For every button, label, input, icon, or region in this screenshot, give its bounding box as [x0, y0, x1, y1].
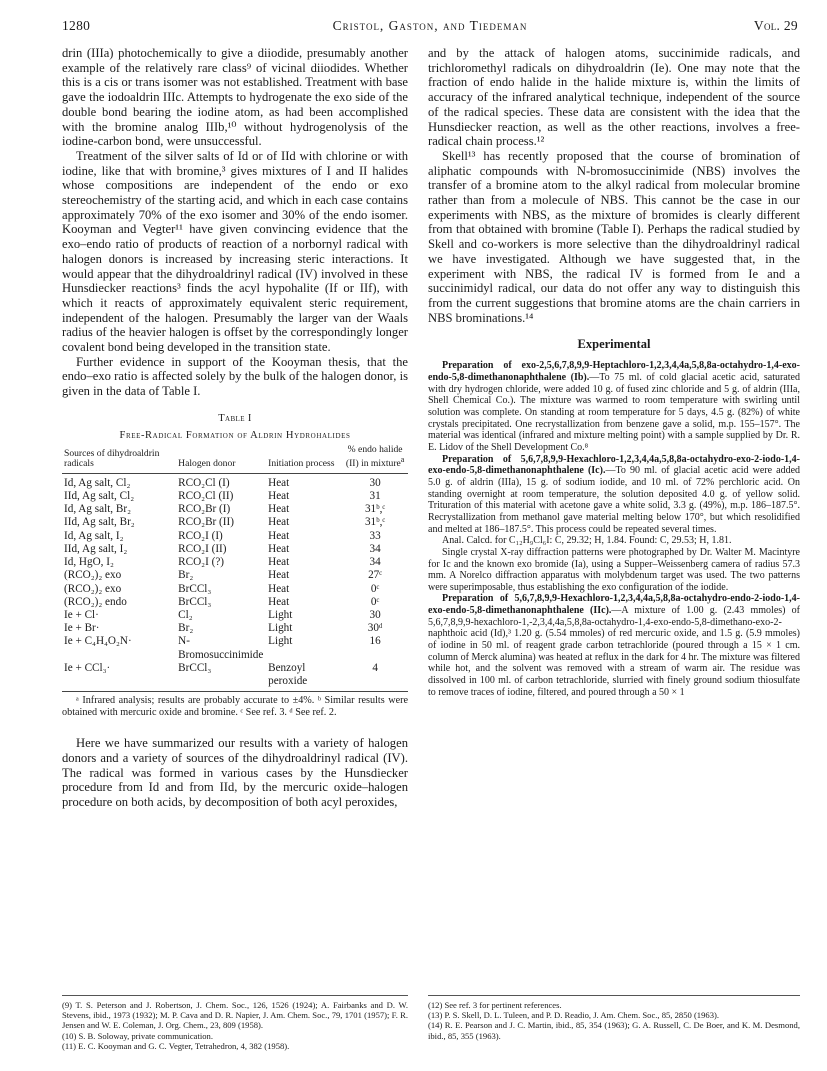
table-cell: Light — [268, 622, 293, 635]
table-row — [62, 503, 408, 516]
column-header: Halogen donor — [176, 445, 266, 474]
table-row — [62, 516, 408, 529]
body-paragraph: Further evidence in support of the Kooyman thesis, that the endo–exo ratio is affected solely by the bulk of the halogen donor, is given in the data of Table I. — [62, 354, 408, 399]
table-cell: Cl₂ — [178, 608, 193, 621]
reference-item: (12) See ref. 3 for pertinent references. — [428, 1000, 562, 1010]
table-cell: Heat — [268, 595, 290, 608]
table-cell: Id, Ag salt, I₂ — [64, 529, 124, 542]
table-row — [62, 530, 408, 543]
table-cell: N-Bromosuccinimide — [178, 635, 264, 661]
experimental-paragraph — [428, 593, 800, 698]
table-cell: Heat — [268, 529, 290, 542]
table-cell: Ie + C₄H₄O₂N· — [64, 635, 132, 648]
reference-item: (9) T. S. Peterson and J. Robertson, J. Chem. Soc., 126, 1526 (1924); A. Fairbanks and D. W. Stevens, ibid., 1973 (1932); M. P. Cava and D. R. Napier, J. Am. Chem. Soc., 79, 1701 (1957); F. R. Jensen and W. E. Coleman, J. Org. Chem., 23, 809 (1958). — [62, 1000, 408, 1031]
experimental-paragraph — [428, 360, 800, 453]
references-left — [62, 1000, 408, 1051]
table-cell: IId, Ag salt, Cl₂ — [64, 490, 135, 503]
table-cell: RCO₂I (?) — [178, 556, 225, 569]
table-cell: (RCO₂)₂ exo — [64, 569, 122, 582]
right-column — [428, 46, 800, 698]
column-header: Sources of dihydroaldrin radicals — [62, 445, 176, 474]
procedure-title: Preparation of exo-2,5,6,7,8,9,9-Heptachloro-1,2,3,4,4a,5,8,8a-octahydro-1,4-exo-endo-5,8-dimethanonaphthalene (Ib). — [428, 360, 800, 384]
table-cell: 34 — [369, 556, 381, 569]
table-cell: RCO₂Cl (I) — [178, 476, 230, 489]
procedure-title: Preparation of 5,6,7,8,9,9-Hexachloro-1,2,3,4,4a,5,8,8a-octahydro-exo-2-iodo-1,4-exo-endo-5,8-dimethanonaphthalene (Ic). — [428, 453, 800, 477]
body-paragraph: and by the attack of halogen atoms, succinimide radicals, and trichloromethyl radicals on dihydroaldrin (Ie). One may note that the fraction of endo halide in the halide mixture is, within the limits of accuracy of the infrared analytical technique, independent of the source of the radical species. These data are consistent with the idea that the Hunsdiecker reaction, as well as the other reactions, involves a free-radical chain process.¹² — [428, 46, 800, 149]
body-paragraph: Here we have summarized our results with a variety of halogen donors and a variety of sources of the dihydroaldrinyl radical (IV). The radical was formed in various cases by the Hunsdiecker procedure from Id and from IId, by the mercuric oxide–halogen procedure on both acids, by decomposition of both acyl peroxides, — [62, 736, 408, 810]
footnote-rule — [428, 995, 800, 996]
reference-item: (14) R. E. Pearson and J. C. Martin, ibid., 85, 354 (1963); G. A. Russell, C. De Boer, and K. M. Desmond, ibid., 85, 355 (1963). — [428, 1020, 800, 1041]
table-footnotes — [62, 695, 408, 718]
table-cell: Heat — [268, 490, 290, 503]
column-header: Initiation process — [266, 445, 342, 474]
body-paragraph: drin (IIIa) photochemically to give a diiodide, presumably another example of the relatively rare class⁹ of vicinal diiodides. Whether this is a cis or trans isomer was not established. Treatment with base gave the iodoaldrin IIIc. Attempts to hydrogenate the exo side of the double bond bearing the iodine atom, as had been accomplished with the bromine analog IIIb,¹⁰ without hydrogenolysis of the iodine-carbon bond, were unsuccessful. — [62, 46, 408, 149]
table-cell: Ie + Cl· — [64, 608, 99, 621]
procedure-text: Single crystal X-ray diffraction patterns were photographed by Dr. Walter M. Macintyre for Ic and the known exo bromide (Ia), using a Supper–Weissenberg camera of radius 57.3 mm. A Norelco diffraction apparatus with molybdenum target was used. The two patterns were superimposable, thus establishing the exo configuration of the iodide. — [428, 546, 800, 593]
table-row — [62, 473, 408, 490]
table-cell: Id, HgO, I₂ — [64, 556, 114, 569]
table-cell: Benzoyl peroxide — [266, 662, 342, 692]
table-row — [62, 609, 408, 622]
procedure-text: —To 75 ml. of cold glacial acetic acid, saturated with dry hydrogen chloride, were added 10 g. of fused zinc chloride and 5 g. of aldrin (IIIa, Shell Chemical Co.). The mixture was warmed to room temperature with swirling until solution was complete. On standing at room temperature for 5 days, 4.5 g. (82%) of white crystals precipitated. One recrystallization from benzene gave a solid, m.p. 155–157°. The material was identical (infrared and mixture melting point) with a sample supplied by Dr. R. E. Lidov of the Shell Development Co.⁸ — [428, 372, 800, 453]
table-row — [62, 662, 408, 692]
experimental-section — [428, 360, 800, 698]
table-row — [62, 490, 408, 503]
reference-item: (11) E. C. Kooyman and G. C. Vegter, Tetrahedron, 4, 382 (1958). — [62, 1040, 290, 1051]
table-cell: BrCCl₃ — [176, 662, 266, 692]
running-header — [62, 18, 798, 38]
table-cell: 16 — [369, 635, 381, 648]
reference-item: (10) S. B. Soloway, private communication. — [62, 1030, 214, 1041]
table-cell: Br₂ — [178, 622, 194, 635]
table-cell: Heat — [268, 516, 290, 529]
table-cell: Heat — [268, 542, 290, 555]
body-paragraph: Skell¹³ has recently proposed that the course of bromination of aliphatic compounds with N-bromosuccinimide (NBS) involves the transfer of a bromine atom to the alkyl radical from molecular bromine rather than from a molecule of NBS. This cannot be the case in our experiments with NBS, as the mixture of bromides is clearly different from that obtained with bromine (Table I). Perhaps the radical studied by Skell and co-workers is more selective than the dihydroaldrinyl radical we have investigated. Although we have suggested that, in the experiment with NBS, the radical IV is formed from Ie and a succinimidyl radical, our data do not offer any way to distinguish this from the current suggestions that bromine atoms are the chain carriers in NBS brominations.¹⁴ — [428, 148, 800, 325]
table-cell: Ie + Br· — [64, 622, 100, 635]
table-cell: RCO₂Br (II) — [178, 516, 234, 529]
procedure-text: —A mixture of 1.00 g. (2.43 mmoles) of 5,6,7,8,9,9-hexachloro-1,-2,3,4,4a,5,8,8a-octahydro-1,4-exo-endo-5,8-dimethano-exo-2-naphthoic acid (Id),³ 1.20 g. (5.54 mmoles) of red mercuric oxide, and 1.5 g. (5.9 mmoles) of iodine in 50 ml. of reagent grade carbon tetrachloride (poured through a 15 × 1 cm. column of Merck alumina) was heated at reflux in the dark for 4 hr. The mixture was filtered while hot, and the solvent was removed with a stream of warm air. The residue was dissolved in 100 ml. of carbon tetrachloride, slurried with finely ground sodium thiosulfate to remove traces of iodine, filtered, and poured through a 50 × 1 — [428, 605, 800, 698]
table-cell: IId, Ag salt, I₂ — [64, 542, 128, 555]
table-cell: 27ᶜ — [368, 569, 383, 582]
procedure-title: Preparation of 5,6,7,8,9,9-Hexachloro-1,2,3,4,4a,5,8,8a-octahydro-endo-2-iodo-1,4-exo-endo-5,8-dimethanonaphthalene (IIc). — [428, 593, 800, 617]
body-paragraph: Treatment of the silver salts of Id or of IId with chlorine or with iodine, like that with bromine,³ gives mixtures of I and II halides whose compositions are independent of the endo or exo stereochemistry of the starting acid, and which in each case contains approximately 70% of the exo isomer and 30% of the endo isomer. Kooyman and Vegter¹¹ have given convincing evidence that the exo–endo ratio of products of reaction of a norbornyl radical with halogen donors is increased by increasing steric interactions. It would appear that the dihydroaldrinyl radical (IV) involved in these Hunsdiecker reactions³ finds the acyl hypohalite (If or IIf), with which it reacts of approximately equivalent steric requirement, independent of the halogen. Presumably the larger van der Waals radius of the heavier halogen is offset by the correspondingly longer covalent bond being developed in the transition state. — [62, 148, 408, 355]
table-cell: Id, Ag salt, Br₂ — [64, 503, 131, 516]
table-row — [62, 543, 408, 556]
table-cell: Heat — [268, 476, 290, 489]
table-cell: Light — [268, 635, 293, 648]
volume-label: Vol. 29 — [753, 18, 798, 33]
table-cell: (RCO₂)₂ exo — [64, 582, 122, 595]
table-cell: 0ᶜ — [370, 595, 380, 608]
table-cell: Heat — [268, 503, 290, 516]
footnote-rule — [62, 995, 408, 996]
table-cell: 31 — [369, 490, 381, 503]
table-cell: Heat — [268, 569, 290, 582]
procedure-text: Anal. Calcd. for C₁₂H₉Cl₆I: C, 29.32; H, 1.84. Found: C, 29.53; H, 1.81. — [442, 535, 732, 547]
page-number: 1280 — [62, 18, 91, 33]
table-cell: RCO₂I (I) — [178, 529, 223, 542]
table-cell: 33 — [369, 529, 381, 542]
table-cell: 30 — [369, 608, 381, 621]
experimental-paragraph — [428, 535, 800, 547]
table-cell: Br₂ — [178, 569, 194, 582]
table-cell: Heat — [268, 582, 290, 595]
table-cell: RCO₂Cl (II) — [178, 490, 234, 503]
table-cell: BrCCl₃ — [178, 595, 212, 608]
table-footnote: ᵃ Infrared analysis; results are probably accurate to ±4%. ᵇ Similar results were obtained with mercuric oxide and bromine. ᶜ See ref. 3. ᵈ See ref. 2. — [62, 695, 408, 718]
section-heading: Experimental — [577, 337, 651, 352]
table-header-row — [62, 445, 408, 474]
table-cell: IId, Ag salt, Br₂ — [64, 516, 135, 529]
reference-item: (13) P. S. Skell, D. L. Tuleen, and P. D. Readio, J. Am. Chem. Soc., 85, 2850 (1963). — [428, 1010, 719, 1021]
table-cell: 31ᵇ,ᶜ — [364, 503, 386, 516]
table-row — [62, 622, 408, 635]
table-cell: RCO₂Br (I) — [178, 503, 231, 516]
table-row — [62, 583, 408, 596]
table-cell: Heat — [268, 556, 290, 569]
procedure-text: —To 90 ml. of glacial acetic acid were added 5.0 g. of aldrin (IIIa), 15 g. of sodium iodide, and 10 ml. of 72% perchloric acid. On standing overnight at room temperature, the solution deposited 4.0 g. of yellow solid. Trituration of this material with acetone gave a white solid, 3.3 g. (49%), m.p. 186–187.5°. Recrystallization from methanol gave material melting below 170°, but which resolidified and melted at 186–187.5°. This process could be repeated several times. — [428, 465, 801, 535]
running-title: Cristol, Gaston, and Tiedeman — [332, 18, 528, 33]
table-cell: Light — [268, 608, 293, 621]
table-cell: 31ᵇ,ᶜ — [364, 516, 386, 529]
table-cell: Ie + CCl₃· — [62, 662, 176, 692]
experimental-paragraph — [428, 547, 800, 594]
table-cell: Id, Ag salt, Cl₂ — [64, 476, 131, 489]
table-cell: 4 — [342, 662, 408, 692]
table-cell: 34 — [369, 542, 381, 555]
table-row — [62, 596, 408, 609]
table-row — [62, 569, 408, 582]
table-cell: (RCO₂)₂ endo — [64, 595, 127, 608]
table-title: Free-Radical Formation of Aldrin Hydrohalides — [119, 429, 351, 441]
references-right — [428, 1000, 800, 1041]
table-label: Table I — [218, 412, 252, 424]
table-cell: 0ᶜ — [370, 582, 380, 595]
experimental-paragraph — [428, 454, 800, 536]
column-header: % endo halide (II) in mixture$^a$ — [342, 445, 408, 474]
table-cell: 30 — [369, 476, 381, 489]
table-row — [62, 635, 408, 661]
table-row — [62, 556, 408, 569]
table-cell: BrCCl₃ — [178, 582, 212, 595]
data-table — [62, 445, 408, 692]
left-column — [62, 46, 408, 810]
table-cell: 30ᵈ — [367, 622, 383, 635]
table-cell: RCO₂I (II) — [178, 542, 227, 555]
